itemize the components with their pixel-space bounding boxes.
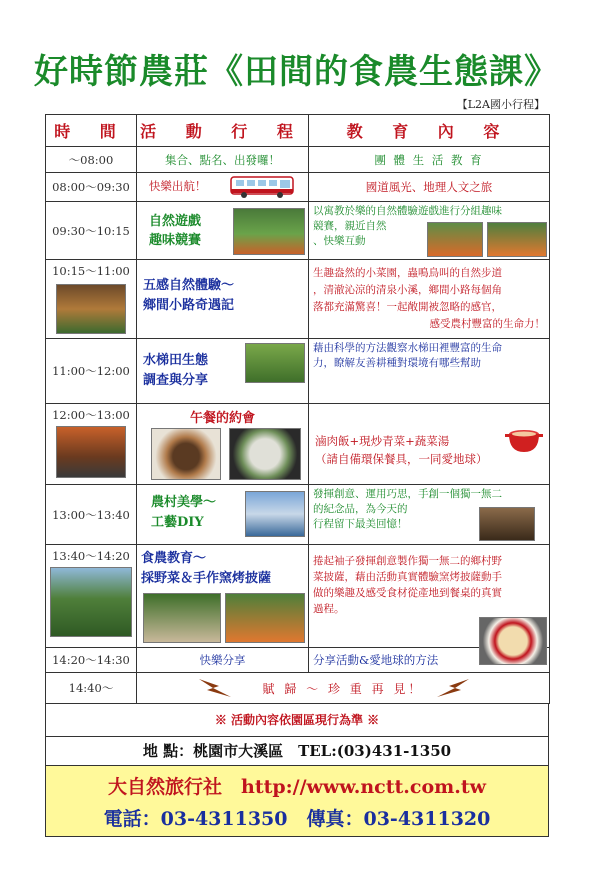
education-line: 以寓教於樂的自然體驗遊戲進行分組趣味 (313, 205, 502, 217)
activity-cell (137, 545, 309, 648)
header-activity: 活 動 行 程 (137, 115, 309, 147)
table-row (46, 648, 550, 673)
table-row (46, 673, 550, 704)
nature-photo (56, 284, 126, 334)
activity-line: 採野菜＆手作窯烤披薩 (141, 571, 272, 586)
education-line: 發揮創意、運用巧思，手創一個獨一無二 (313, 488, 502, 500)
activity-line: 農村美學～ (151, 495, 217, 510)
education-line: 菜披薩，藉由活動真實體驗窯烤披薩動手 (313, 571, 502, 583)
pizza-dish-photo (479, 617, 547, 665)
game-photo (427, 222, 483, 257)
departure-cell (137, 673, 550, 704)
activity-line: 鄉間小路奇遇記 (143, 298, 235, 313)
education-cell: 國道風光、地理人文之旅 (309, 173, 550, 202)
farm-photo (50, 567, 132, 637)
time-cell: 14:20～14:30 (46, 648, 137, 673)
table-header-row (46, 115, 550, 147)
education-line: 做的樂趣及感受食材從產地到餐桌的真實 (313, 587, 502, 599)
education-cell: 分享活動&愛地球的方法 (309, 648, 550, 673)
education-line: 落都充滿驚喜！一起敞開被忽略的感官， (313, 301, 502, 313)
education-cell (309, 260, 550, 339)
education-cell (309, 404, 550, 485)
time-text: 14:40～ (68, 681, 114, 695)
time-cell (46, 260, 137, 339)
education-line: 力，瞭解友善耕種對環境有哪些幫助 (313, 357, 481, 369)
agency-phone-fax: 電話：03-4311350 傳真：03-4311320 (103, 808, 491, 830)
lightning-icon (435, 677, 471, 699)
location-text: 地 點：桃園市大溪區 TEL:(03)431-1350 (45, 737, 549, 766)
craft-photo (479, 507, 535, 541)
time-text: 12:00～13:00 (52, 408, 130, 422)
table-row (46, 545, 550, 648)
activity-cell: 快樂分享 (137, 648, 309, 673)
table-row (46, 339, 550, 404)
education-line: 藉由科學的方法觀察水梯田裡豐富的生命 (313, 342, 502, 354)
activity-line: 趣味競賽 (149, 233, 202, 248)
departure-text: 賦 歸 ～ 珍 重 再 見！ (262, 682, 424, 696)
education-cell (309, 339, 550, 404)
activity-line: 水梯田生態 (143, 353, 209, 368)
time-cell: 13:00～13:40 (46, 485, 137, 545)
time-text: 13:40～14:20 (52, 549, 130, 563)
education-line: ，清澈沁涼的清泉小溪，鄉間小路每個角 (313, 284, 502, 296)
time-cell (46, 404, 137, 485)
education-line: 捲起袖子發揮創意製作獨一無二的鄉村野 (313, 555, 502, 567)
education-line: 的紀念品，為今天的 (313, 503, 408, 515)
time-cell (46, 545, 137, 648)
program-code: 【L2A國小行程】 (456, 98, 545, 111)
diy-photo (245, 491, 305, 537)
page-title: 好時節農莊《田間的食農生態課》 (34, 52, 559, 92)
education-line: （請自備環保餐具，一同愛地球） (315, 452, 488, 466)
activity-line: 調查與分享 (143, 373, 209, 388)
activity-text: 快樂出航！ (148, 179, 207, 193)
soup-pot-icon (504, 422, 544, 456)
table-row (46, 202, 550, 260)
activity-cell (137, 404, 309, 485)
table-row (46, 485, 550, 545)
pizza-photo (225, 593, 305, 643)
table-row (46, 173, 550, 202)
rice-photo (151, 428, 221, 480)
activity-text: 午餐的約會 (189, 411, 255, 426)
game-photo (233, 208, 305, 255)
education-line: 、快樂互動 (313, 235, 366, 247)
header-education: 教 育 內 容 (309, 115, 550, 147)
pizza-photo (143, 593, 221, 643)
header-time: 時 間 (46, 115, 137, 147)
table-row (46, 147, 550, 173)
paddy-photo (245, 343, 305, 383)
table-row (46, 404, 550, 485)
time-cell: 11:00～12:00 (46, 339, 137, 404)
table-row (46, 260, 550, 339)
education-cell: 團 體 生 活 教 育 (309, 147, 550, 173)
activity-line: 自然遊戲 (149, 214, 202, 229)
education-cell (309, 202, 550, 260)
education-line: 滷肉飯+現炒青菜+蔬菜湯 (315, 434, 450, 448)
activity-cell (137, 260, 309, 339)
education-cell (309, 545, 550, 648)
education-cell (309, 485, 550, 545)
activity-line: 五感自然體驗～ (143, 278, 235, 293)
time-cell: 08:00～09:30 (46, 173, 137, 202)
bus-icon (230, 175, 296, 199)
lunch-photo (56, 426, 126, 478)
notice-text: ※ 活動內容依園區現行為準 ※ (45, 704, 549, 737)
schedule-table (45, 114, 550, 704)
activity-line: 工藝DIY (151, 515, 204, 530)
agency-box (45, 766, 549, 837)
time-cell: ～08:00 (46, 147, 137, 173)
activity-cell: 集合、點名、出發囉！ (137, 147, 309, 173)
activity-cell (137, 173, 309, 202)
activity-cell (137, 339, 309, 404)
time-text: 10:15～11:00 (52, 264, 130, 278)
activity-cell (137, 202, 309, 260)
agency-name-url: 大自然旅行社 http://www.nctt.com.tw (108, 776, 486, 798)
education-line: 競賽，親近自然 (313, 220, 387, 232)
activity-cell (137, 485, 309, 545)
education-line: 感受農村豐富的生命力！ (429, 318, 545, 330)
education-line: 生趣盎然的小菜園，蟲鳴鳥叫的自然步道 (313, 267, 502, 279)
game-photo (487, 222, 547, 257)
education-line: 過程。 (313, 603, 345, 615)
education-line: 行程留下最美回憶！ (313, 518, 408, 530)
time-cell: 09:30～10:15 (46, 202, 137, 260)
vegetable-photo (229, 428, 301, 480)
time-cell (46, 673, 137, 704)
activity-line: 食農教育～ (141, 551, 207, 566)
